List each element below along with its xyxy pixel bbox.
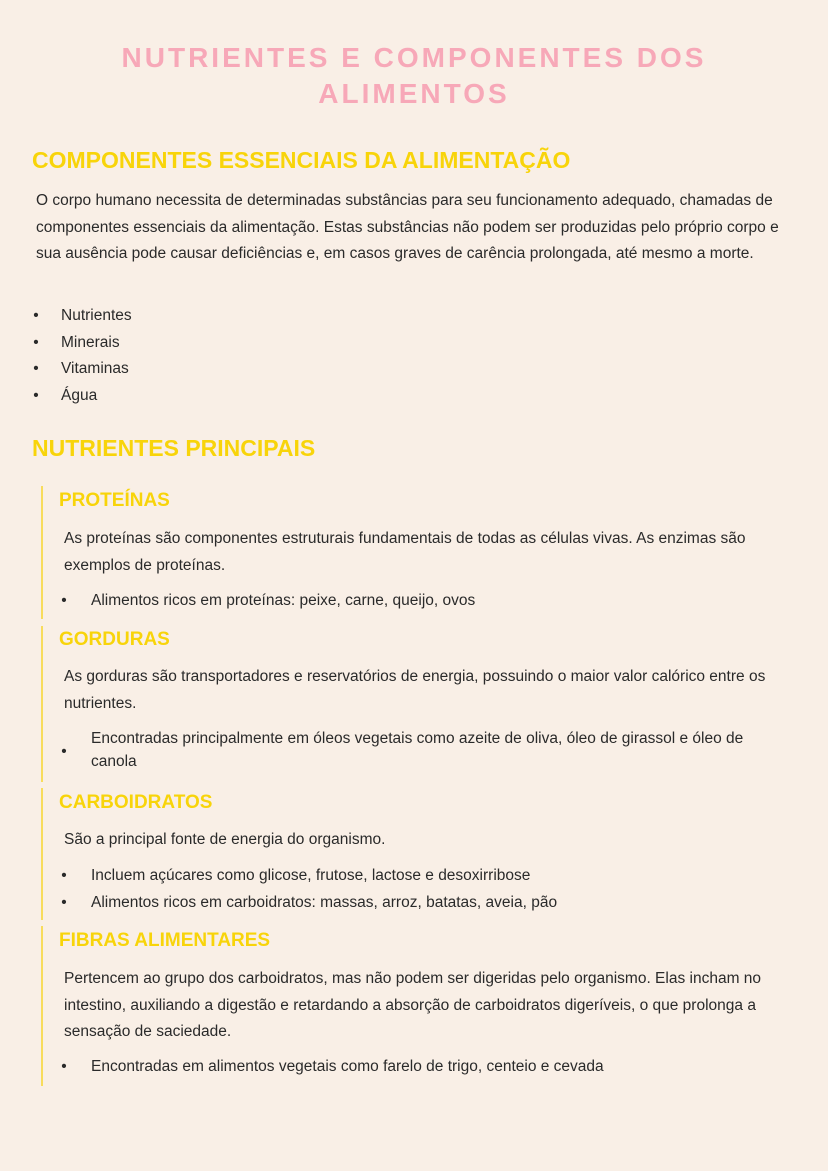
bullet-icon: • bbox=[33, 386, 39, 404]
card-gorduras bbox=[41, 626, 783, 782]
list-item: • Alimentos ricos em carboidratos: massas, arroz, batatas, aveia, pão bbox=[59, 890, 771, 917]
bullet-icon: • bbox=[33, 307, 39, 324]
document-title: NUTRIENTES E COMPONENTES DOS ALIMENTOS bbox=[121, 42, 707, 109]
section-paragraph-componentes: O corpo humano necessita de determinadas substâncias para seu funcionamento adequado, chamadas de componentes essenciais da alimentação. Estas substâncias não podem ser produzidas pelo próprio corpo e sua ausência pode causar deficiências e, em casos graves de carência prolongada, até mesmo a morte. bbox=[36, 192, 779, 262]
bullet-icon: • bbox=[61, 893, 67, 911]
card-paragraph: São a principal fonte de energia do organismo. bbox=[64, 831, 386, 848]
list-item: • Minerais bbox=[31, 330, 731, 357]
bullet-icon: • bbox=[61, 1058, 67, 1075]
card-paragraph: As gorduras são transportadores e reservatórios de energia, possuindo o maior valor calórico entre os nutrientes. bbox=[64, 668, 766, 712]
bullet-icon: • bbox=[33, 333, 39, 351]
bullet-icon: • bbox=[33, 360, 39, 377]
bullet-icon: • bbox=[61, 867, 67, 884]
card-bullet-list bbox=[59, 588, 771, 615]
card-carboidratos bbox=[41, 788, 783, 920]
essential-components-list bbox=[31, 303, 731, 409]
card-proteinas bbox=[41, 486, 783, 619]
list-item: • Incluem açúcares como glicose, frutose, lactose e desoxirribose bbox=[59, 863, 771, 890]
card-title: GORDURAS bbox=[59, 629, 170, 650]
card-paragraph: Pertencem ao grupo dos carboidratos, mas não podem ser digeridas pelo organismo. Elas incham no intestino, auxiliando a digestão e retardando a absorção de carboidratos digeríveis, o que prolonga a sensação de saciedade. bbox=[64, 970, 762, 1040]
card-paragraph: As proteínas são componentes estruturais fundamentais de todas as células vivas. As enzimas são exemplos de proteínas. bbox=[64, 530, 746, 574]
list-item: • Alimentos ricos em proteínas: peixe, carne, queijo, ovos bbox=[59, 588, 771, 615]
card-bullet-list bbox=[59, 1054, 771, 1081]
section-heading-nutrientes: NUTRIENTES PRINCIPAIS bbox=[32, 435, 316, 461]
list-item: • Vitaminas bbox=[31, 356, 731, 383]
bullet-icon: • bbox=[61, 592, 67, 609]
list-item: • Água bbox=[31, 383, 731, 410]
card-title: FIBRAS ALIMENTARES bbox=[59, 930, 271, 951]
bullet-icon: • bbox=[61, 743, 67, 760]
card-fibras-alimentares bbox=[41, 926, 783, 1086]
section-heading-componentes: COMPONENTES ESSENCIAIS DA ALIMENTAÇÃO bbox=[32, 147, 571, 173]
card-bullet-list bbox=[59, 863, 771, 916]
list-item: • Nutrientes bbox=[31, 303, 731, 330]
card-title: PROTEÍNAS bbox=[59, 490, 170, 511]
card-title: CARBOIDRATOS bbox=[59, 792, 213, 813]
card-bullet-list bbox=[59, 727, 771, 773]
list-item: • Encontradas principalmente em óleos vegetais como azeite de oliva, óleo de girassol e óleo de canola bbox=[59, 727, 771, 773]
list-item: • Encontradas em alimentos vegetais como farelo de trigo, centeio e cevada bbox=[59, 1054, 771, 1081]
